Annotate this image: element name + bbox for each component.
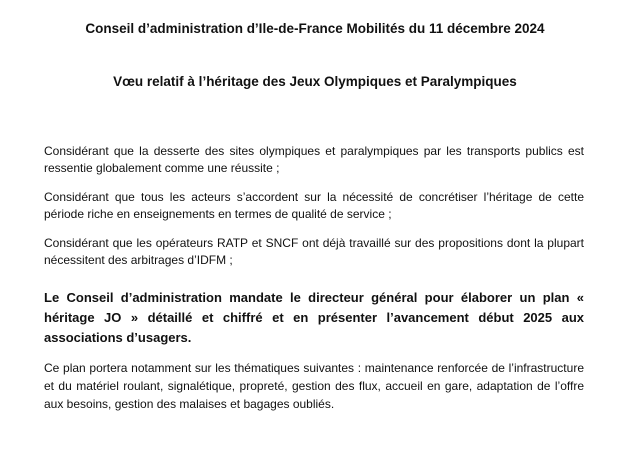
document-subtitle: Vœu relatif à l’héritage des Jeux Olympiques et Paralympiques (113, 74, 517, 89)
themes-paragraph: Ce plan portera notamment sur les thématiques suivantes : maintenance renforcée de l’infrastructure et du matériel roulant, signalétique, propreté, gestion des flux, accueil en gare, adaptation de l’offre aux besoins, gestion des malaises et bagages oubliés. (44, 361, 584, 411)
considering-paragraph-2: Considérant que tous les acteurs s’accordent sur la nécessité de concrétiser l’héritage de cette période riche en enseignements en termes de qualité de service ; (44, 190, 584, 221)
considering-paragraph-1: Considérant que la desserte des sites olympiques et paralympiques par les transports publics est ressentie globalement comme une réussite ; (44, 144, 584, 175)
mandate-paragraph: Le Conseil d’administration mandate le directeur général pour élaborer un plan « héritage JO » détaillé et chiffré et en présenter l’avancement début 2025 aux associations d’usagers. (44, 290, 584, 345)
document-title: Conseil d’administration d’Ile-de-France Mobilités du 11 décembre 2024 (85, 21, 545, 36)
considering-paragraph-3: Considérant que les opérateurs RATP et SNCF ont déjà travaillé sur des propositions dont la plupart nécessitent des arbitrages d’IDFM ; (44, 236, 584, 267)
